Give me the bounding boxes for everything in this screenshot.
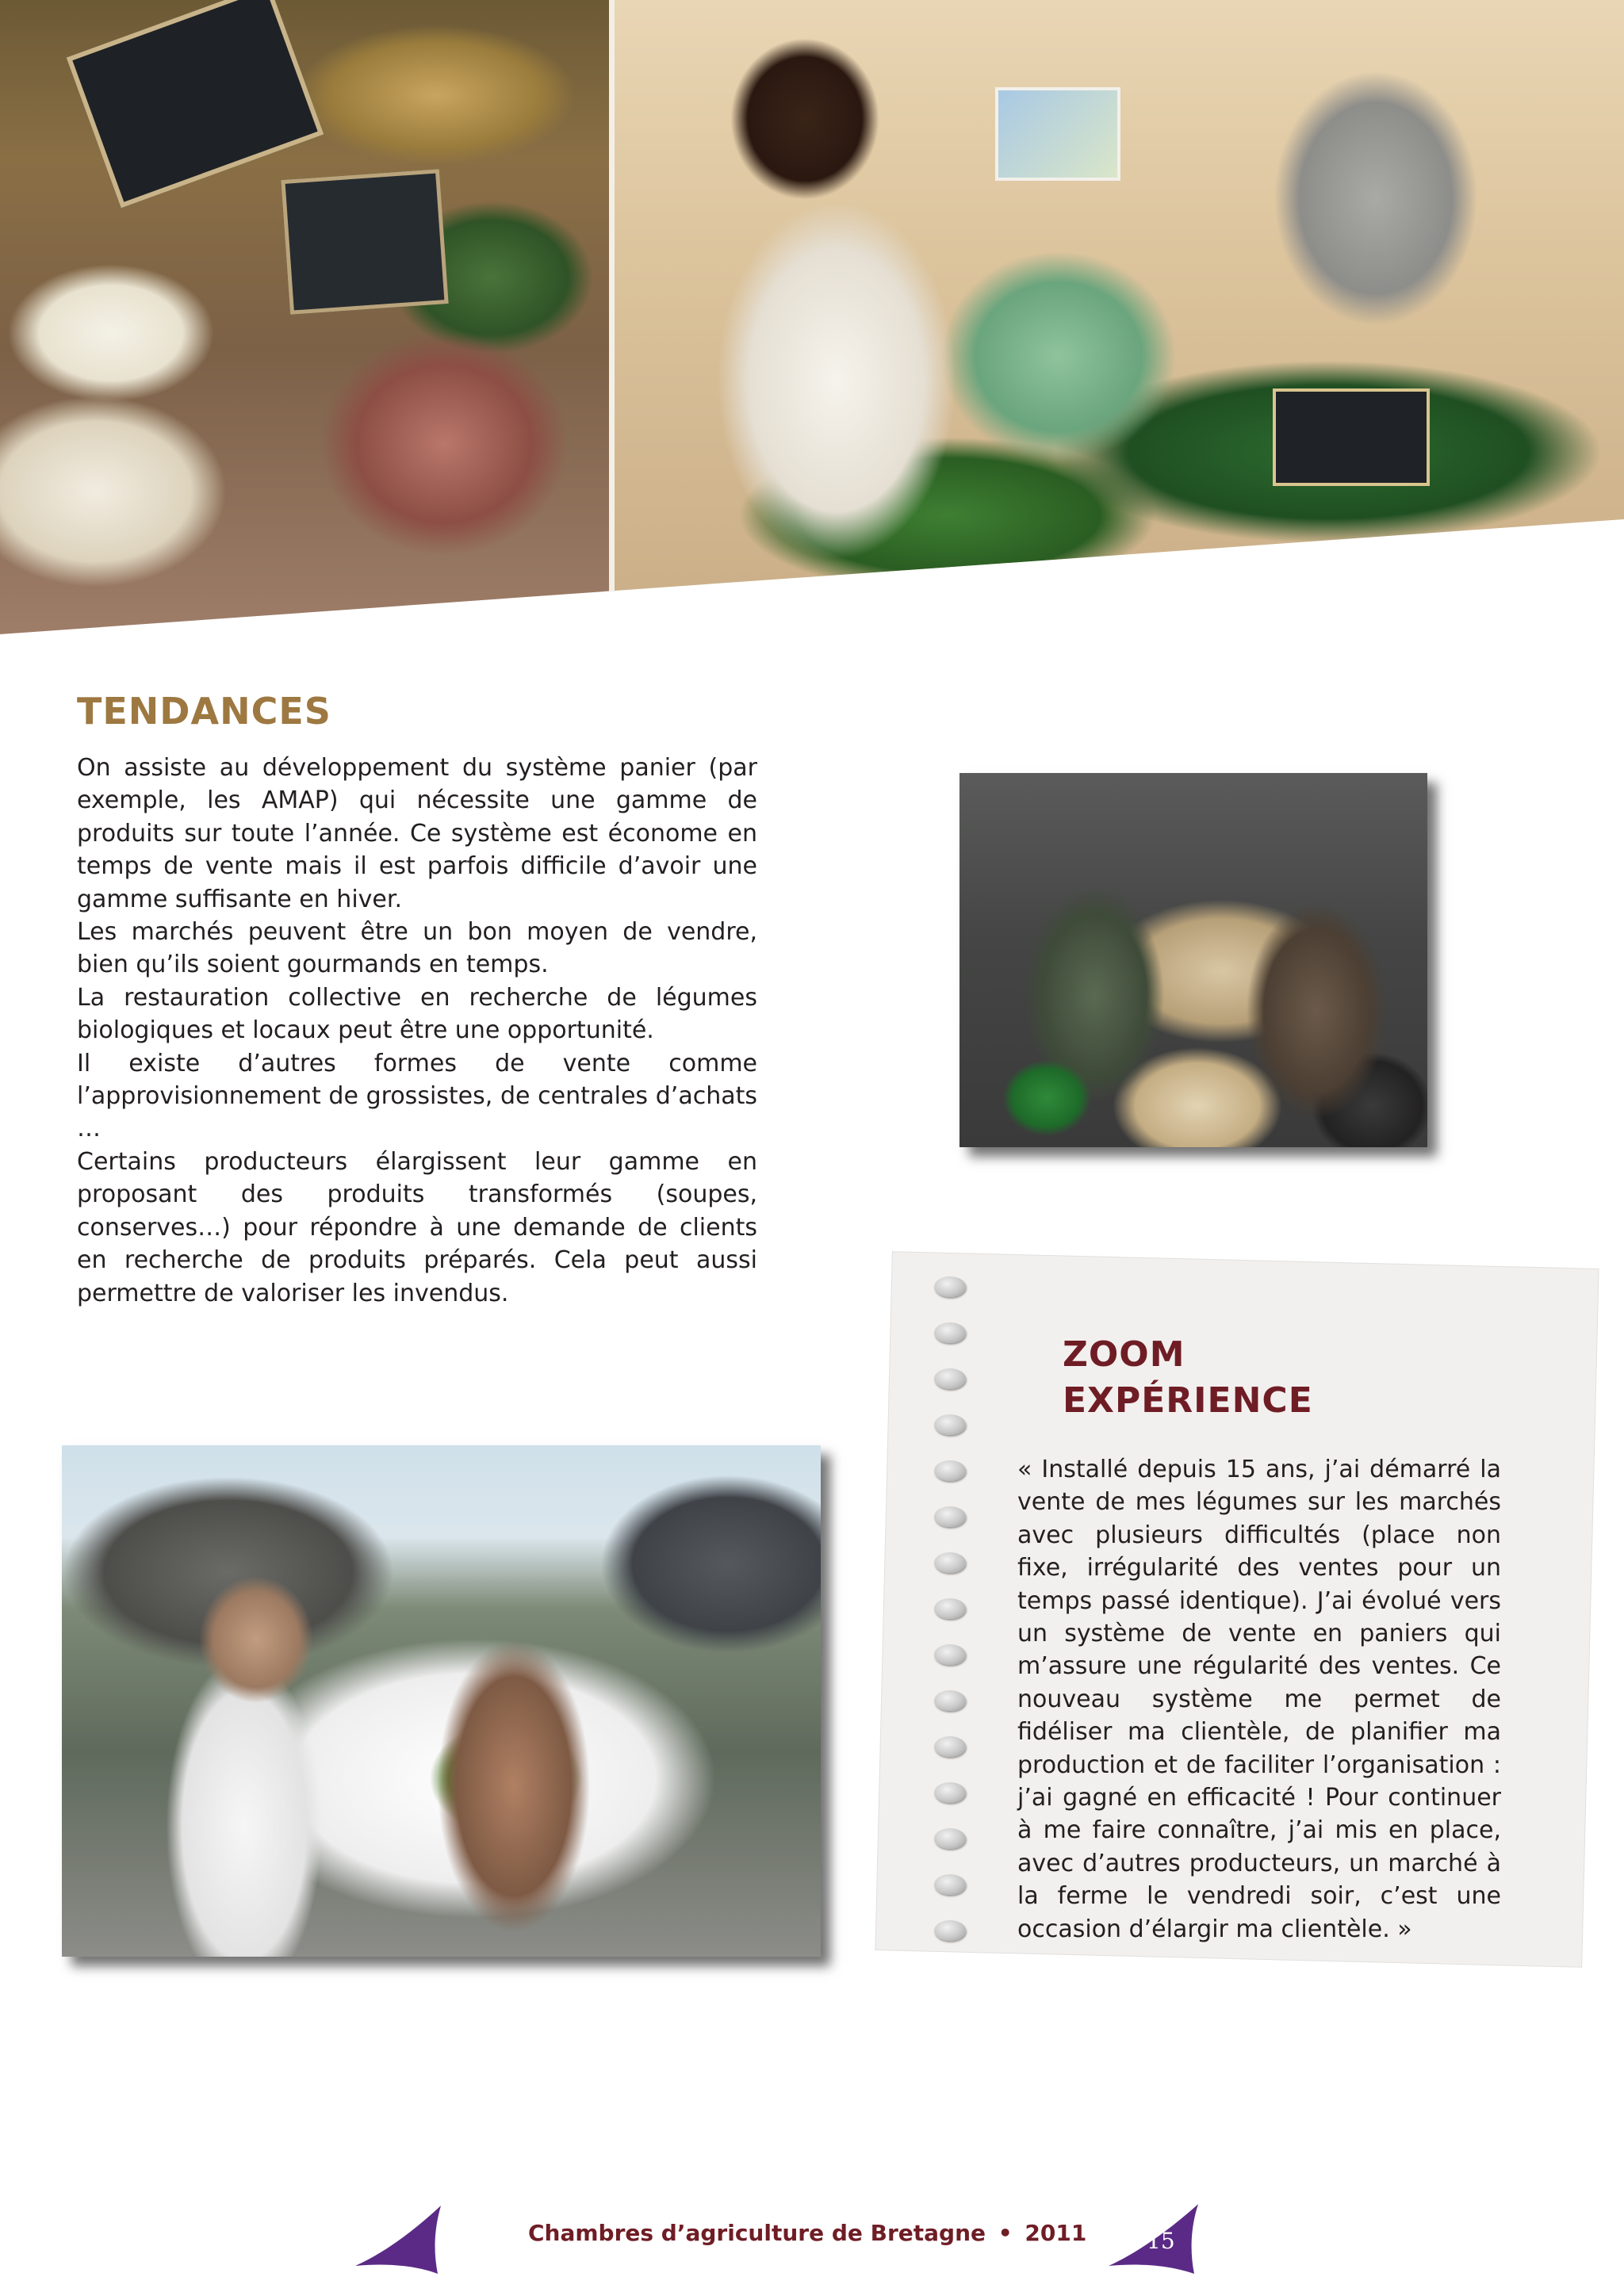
spiral-ring (934, 1506, 966, 1527)
price-chalkboard (281, 169, 448, 315)
crates-photo (959, 773, 1427, 1147)
tendances-paragraph: Il existe d’autres formes de vente comme l’approvisionnement de grossistes, de centrales d’achats … (77, 1049, 757, 1143)
top-photo-banner (0, 0, 1624, 634)
page-number: 15 (1147, 2228, 1175, 2254)
vegetable-stall-photo (0, 0, 615, 634)
zoom-title-line1: ZOOM (1063, 1334, 1185, 1375)
footer-arrow-icon (355, 2204, 442, 2275)
zoom-title (1063, 1332, 1313, 1424)
delivery-van-photo (62, 1445, 821, 1957)
zoom-title-line2: EXPÉRIENCE (1063, 1380, 1313, 1421)
spiral-ring (934, 1460, 966, 1481)
tendances-paragraph: On assiste au développement du système panier (par exemple, les AMAP) qui nécessite une gamme de produits sur toute l’année. Ce système est économe en temps de vente mais il est parfois difficile d’avoir une gamme suffisante en hiver. (77, 754, 757, 913)
spiral-ring (934, 1874, 966, 1895)
chalkboard-sign (67, 0, 324, 208)
spiral-ring (934, 1598, 966, 1619)
produce-label-board (1273, 388, 1430, 486)
spiral-ring (934, 1368, 966, 1389)
spiral-ring (934, 1736, 966, 1757)
spiral-ring (934, 1690, 966, 1711)
spiral-ring (934, 1782, 966, 1803)
spiral-ring (934, 1414, 966, 1435)
tendances-body (77, 752, 757, 1310)
section-title-tendances: TENDANCES (77, 690, 331, 733)
footer-year: 2011 (1025, 2220, 1087, 2246)
spiral-ring (934, 1322, 966, 1343)
footer-separator: • (998, 2220, 1013, 2246)
footer-credit (528, 2220, 1086, 2246)
farm-shop-photo (615, 0, 1624, 634)
tendances-paragraph: Certains producteurs élargissent leur gamme en proposant des produits transformés (soupes, conserves…) pour répondre à une demande de clients en recherche de produits préparés. Cela peut aussi permettre de valoriser les invendus. (77, 1147, 757, 1307)
spiral-ring (934, 1644, 966, 1665)
spiral-ring (934, 1552, 966, 1573)
spiral-ring (934, 1920, 966, 1941)
zoom-quote: « Installé depuis 15 ans, j’ai démarré la vente de mes légumes sur les marchés avec plusieurs difficultés (place non fixe, irrégularité des ventes pour un temps passé identique). J’ai évolué vers un système de vente en paniers qui m’assure une régularité des ventes. Ce nouveau système me permet de fidéliser ma clientèle, de planifier ma production et de faciliter l’organisation : j’ai gagné en efficacité ! Pour continuer à me faire connaître, j’ai mis en place, avec d’autres producteurs, un marché à la ferme le vendredi soir, c’est une occasion d’élargir ma clientèle. » (1017, 1456, 1501, 1943)
spiral-ring (934, 1828, 966, 1849)
spiral-ring (934, 1276, 966, 1297)
tendances-paragraph: La restauration collective en recherche de légumes biologiques et locaux peut être une opportunité. (77, 983, 757, 1045)
tendances-paragraph: Les marchés peuvent être un bon moyen de vendre, bien qu’ils soient gourmands en temps. (77, 918, 757, 979)
footer-publisher: Chambres d’agriculture de Bretagne (528, 2220, 986, 2246)
wall-map (995, 87, 1120, 181)
